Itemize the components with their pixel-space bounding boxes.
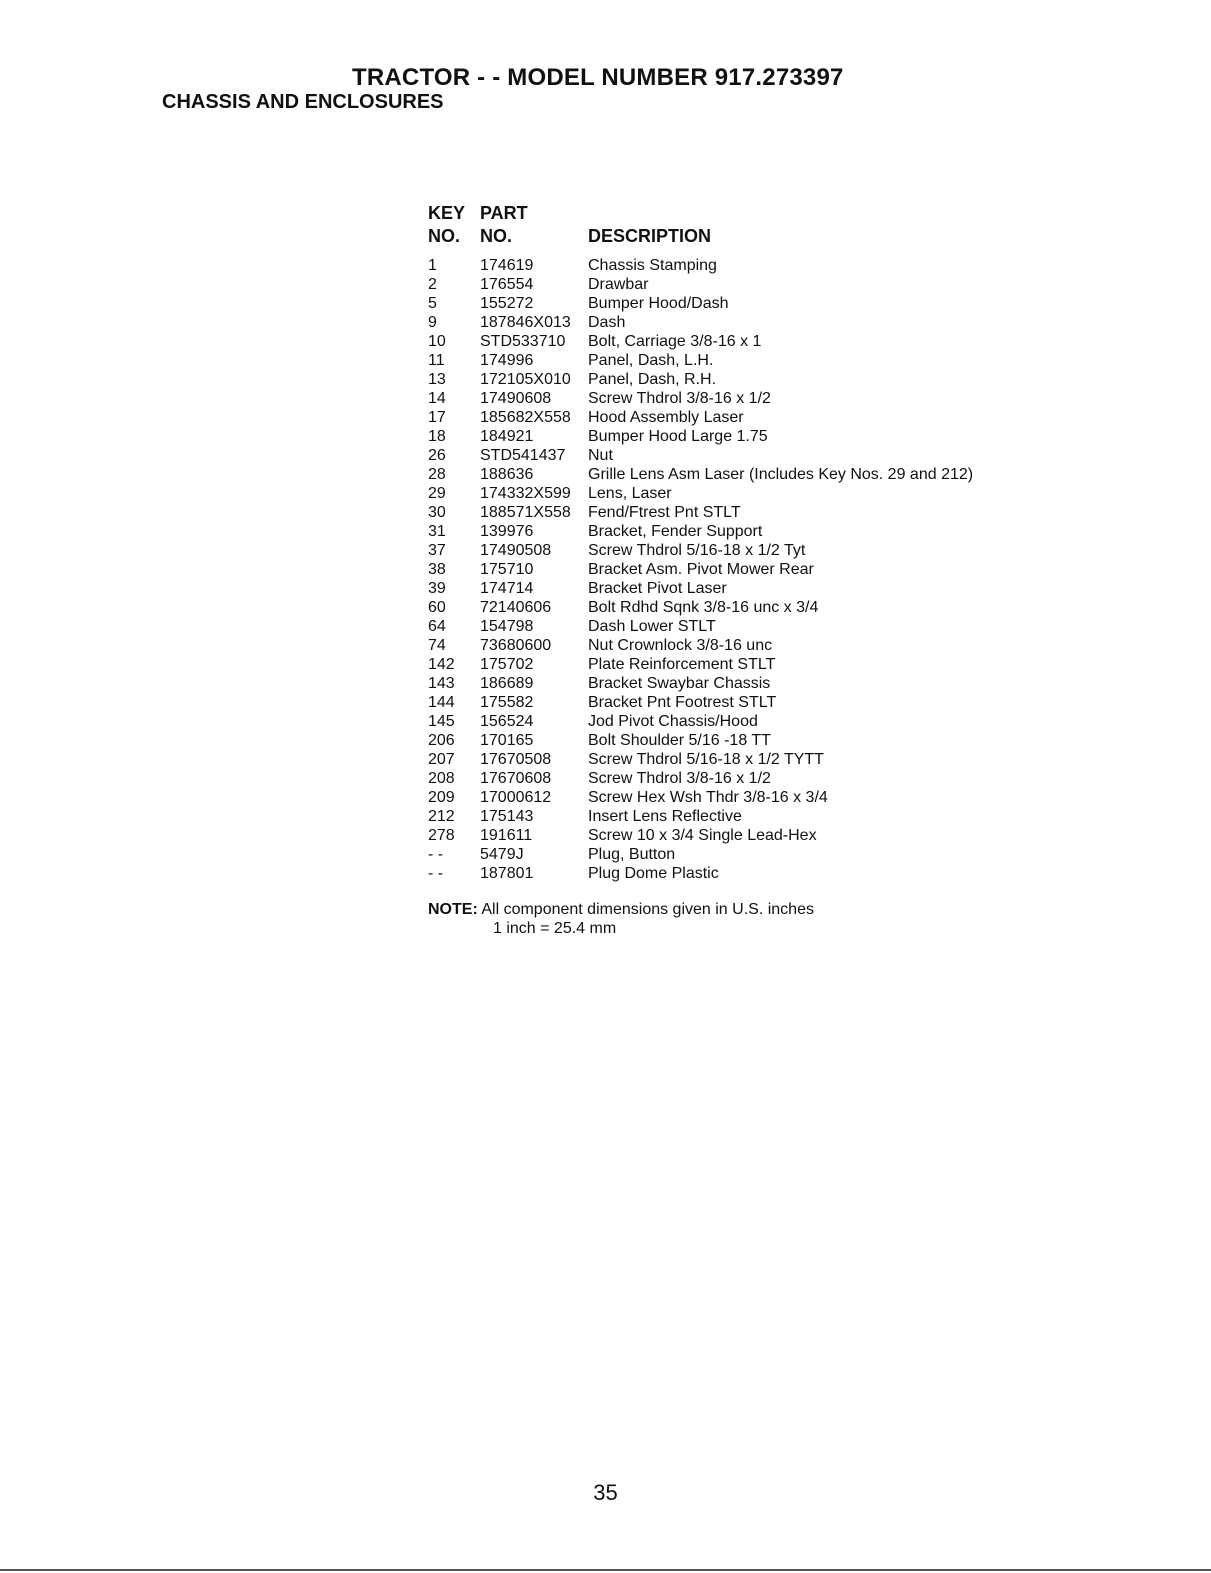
description: Panel, Dash, L.H. bbox=[588, 352, 714, 369]
description: Insert Lens Reflective bbox=[588, 808, 742, 825]
part-no: 72140606 bbox=[480, 599, 552, 616]
description: Bolt Shoulder 5/16 -18 TT bbox=[588, 732, 771, 749]
part-no: 175710 bbox=[480, 561, 534, 578]
description: Nut Crownlock 3/8-16 unc bbox=[588, 637, 773, 654]
table-row bbox=[428, 560, 1068, 579]
description: Screw Thdrol 3/8-16 x 1/2 bbox=[588, 770, 771, 787]
part-no: 174714 bbox=[480, 580, 534, 597]
table-row bbox=[428, 389, 1068, 408]
table-row bbox=[428, 351, 1068, 370]
part-no: 188571X558 bbox=[480, 504, 571, 521]
description: Screw Thdrol 3/8-16 x 1/2 bbox=[588, 390, 771, 407]
part-no: 187801 bbox=[480, 865, 534, 882]
key-no: 14 bbox=[428, 390, 446, 407]
description: Bracket Pivot Laser bbox=[588, 580, 727, 597]
description: Fend/Ftrest Pnt STLT bbox=[588, 504, 741, 521]
key-no: 207 bbox=[428, 751, 455, 768]
key-no: 145 bbox=[428, 713, 455, 730]
part-no: 175702 bbox=[480, 656, 534, 673]
part-no: 5479J bbox=[480, 846, 524, 863]
part-no: 17670508 bbox=[480, 751, 552, 768]
description: Bracket Pnt Footrest STLT bbox=[588, 694, 777, 711]
key-no: 208 bbox=[428, 770, 455, 787]
key-no: 38 bbox=[428, 561, 446, 578]
description: Dash Lower STLT bbox=[588, 618, 716, 635]
part-no: STD541437 bbox=[480, 447, 566, 464]
table-row bbox=[428, 427, 1068, 446]
parts-table bbox=[428, 256, 1068, 883]
part-no: STD533710 bbox=[480, 333, 566, 350]
part-no: 174332X599 bbox=[480, 485, 571, 502]
description: Jod Pivot Chassis/Hood bbox=[588, 713, 758, 730]
part-no: 155272 bbox=[480, 295, 534, 312]
description: Chassis Stamping bbox=[588, 257, 717, 274]
key-no: 206 bbox=[428, 732, 455, 749]
description: Screw Hex Wsh Thdr 3/8-16 x 3/4 bbox=[588, 789, 828, 806]
key-no: 18 bbox=[428, 428, 446, 445]
description: Bolt, Carriage 3/8-16 x 1 bbox=[588, 333, 762, 350]
table-row bbox=[428, 769, 1068, 788]
key-no: 13 bbox=[428, 371, 446, 388]
key-no: 212 bbox=[428, 808, 455, 825]
key-no: 64 bbox=[428, 618, 446, 635]
header-key-top: KEY bbox=[428, 203, 466, 223]
table-row bbox=[428, 807, 1068, 826]
table-row bbox=[428, 541, 1068, 560]
description: Panel, Dash, R.H. bbox=[588, 371, 717, 388]
description: Bracket Asm. Pivot Mower Rear bbox=[588, 561, 814, 578]
description: Screw Thdrol 5/16-18 x 1/2 TYTT bbox=[588, 751, 824, 768]
part-no: 174996 bbox=[480, 352, 534, 369]
part-no: 185682X558 bbox=[480, 409, 571, 426]
table-row bbox=[428, 598, 1068, 617]
table-row bbox=[428, 465, 1068, 484]
description: Bracket, Fender Support bbox=[588, 523, 763, 540]
part-no: 188636 bbox=[480, 466, 534, 483]
table-row bbox=[428, 636, 1068, 655]
part-no: 176554 bbox=[480, 276, 534, 293]
part-no: 17490508 bbox=[480, 542, 552, 559]
table-row bbox=[428, 864, 1068, 883]
key-no: 37 bbox=[428, 542, 446, 559]
table-row bbox=[428, 275, 1068, 294]
part-no: 154798 bbox=[480, 618, 534, 635]
key-no: 143 bbox=[428, 675, 455, 692]
description: Bracket Swaybar Chassis bbox=[588, 675, 771, 692]
table-row bbox=[428, 712, 1068, 731]
description: Bumper Hood/Dash bbox=[588, 295, 729, 312]
key-no: 28 bbox=[428, 466, 446, 483]
table-row bbox=[428, 617, 1068, 636]
key-no: 29 bbox=[428, 485, 446, 502]
section-title: CHASSIS AND ENCLOSURES bbox=[162, 91, 444, 113]
key-no: 278 bbox=[428, 827, 455, 844]
description: Grille Lens Asm Laser (Includes Key Nos. 29 and 212) bbox=[588, 466, 974, 483]
table-row bbox=[428, 579, 1068, 598]
table-row bbox=[428, 788, 1068, 807]
table-row bbox=[428, 522, 1068, 541]
table-row bbox=[428, 693, 1068, 712]
key-no: 39 bbox=[428, 580, 446, 597]
key-no: 1 bbox=[428, 257, 437, 274]
part-no: 191611 bbox=[480, 827, 533, 844]
part-no: 73680600 bbox=[480, 637, 552, 654]
table-row bbox=[428, 484, 1068, 503]
key-no: - - bbox=[428, 846, 444, 863]
part-no: 186689 bbox=[480, 675, 534, 692]
description: Plate Reinforcement STLT bbox=[588, 656, 776, 673]
note bbox=[428, 900, 814, 938]
part-no: 174619 bbox=[480, 257, 534, 274]
key-no: 2 bbox=[428, 276, 437, 293]
description: Dash bbox=[588, 314, 626, 331]
description: Screw 10 x 3/4 Single Lead-Hex bbox=[588, 827, 817, 844]
key-no: 144 bbox=[428, 694, 455, 711]
part-no: 17490608 bbox=[480, 390, 552, 407]
part-no: 172105X010 bbox=[480, 371, 571, 388]
table-row bbox=[428, 332, 1068, 351]
key-no: 30 bbox=[428, 504, 446, 521]
part-no: 184921 bbox=[480, 428, 534, 445]
bottom-rule bbox=[0, 1569, 1211, 1571]
header-part-top: PART bbox=[480, 203, 528, 223]
note-line2: 1 inch = 25.4 mm bbox=[493, 920, 617, 937]
key-no: 17 bbox=[428, 409, 446, 426]
table-row bbox=[428, 655, 1068, 674]
header-part-bottom: NO. bbox=[480, 226, 513, 246]
part-no: 175582 bbox=[480, 694, 534, 711]
key-no: 209 bbox=[428, 789, 455, 806]
key-no: 31 bbox=[428, 523, 446, 540]
table-row bbox=[428, 446, 1068, 465]
key-no: 5 bbox=[428, 295, 437, 312]
part-no: 139976 bbox=[480, 523, 534, 540]
key-no: 11 bbox=[428, 352, 445, 369]
part-no: 17670608 bbox=[480, 770, 552, 787]
description: Nut bbox=[588, 447, 613, 464]
table-row bbox=[428, 313, 1068, 332]
page-title: TRACTOR - - MODEL NUMBER 917.273397 bbox=[352, 64, 844, 91]
table-row bbox=[428, 294, 1068, 313]
note-label: NOTE: bbox=[428, 901, 478, 918]
description: Bolt Rdhd Sqnk 3/8-16 unc x 3/4 bbox=[588, 599, 819, 616]
key-no: 9 bbox=[428, 314, 437, 331]
table-row bbox=[428, 731, 1068, 750]
key-no: 60 bbox=[428, 599, 446, 616]
key-no: - - bbox=[428, 865, 444, 882]
part-no: 156524 bbox=[480, 713, 534, 730]
page-number: 35 bbox=[593, 1480, 618, 1505]
part-no: 17000612 bbox=[480, 789, 552, 806]
description: Plug Dome Plastic bbox=[588, 865, 719, 882]
description: Hood Assembly Laser bbox=[588, 409, 744, 426]
table-row bbox=[428, 408, 1068, 427]
table-row bbox=[428, 256, 1068, 275]
header-description: DESCRIPTION bbox=[588, 226, 712, 246]
description: Drawbar bbox=[588, 276, 649, 293]
note-line1: All component dimensions given in U.S. inches bbox=[481, 901, 814, 918]
table-row bbox=[428, 370, 1068, 389]
part-no: 175143 bbox=[480, 808, 534, 825]
table-row bbox=[428, 750, 1068, 769]
description: Lens, Laser bbox=[588, 485, 672, 502]
description: Plug, Button bbox=[588, 846, 676, 863]
key-no: 26 bbox=[428, 447, 446, 464]
table-row bbox=[428, 503, 1068, 522]
table-row bbox=[428, 845, 1068, 864]
part-no: 187846X013 bbox=[480, 314, 571, 331]
description: Bumper Hood Large 1.75 bbox=[588, 428, 768, 445]
key-no: 142 bbox=[428, 656, 455, 673]
table-row bbox=[428, 674, 1068, 693]
part-no: 170165 bbox=[480, 732, 534, 749]
key-no: 10 bbox=[428, 333, 446, 350]
description: Screw Thdrol 5/16-18 x 1/2 Tyt bbox=[588, 542, 806, 559]
table-row bbox=[428, 826, 1068, 845]
header-key-bottom: NO. bbox=[428, 226, 461, 246]
key-no: 74 bbox=[428, 637, 446, 654]
